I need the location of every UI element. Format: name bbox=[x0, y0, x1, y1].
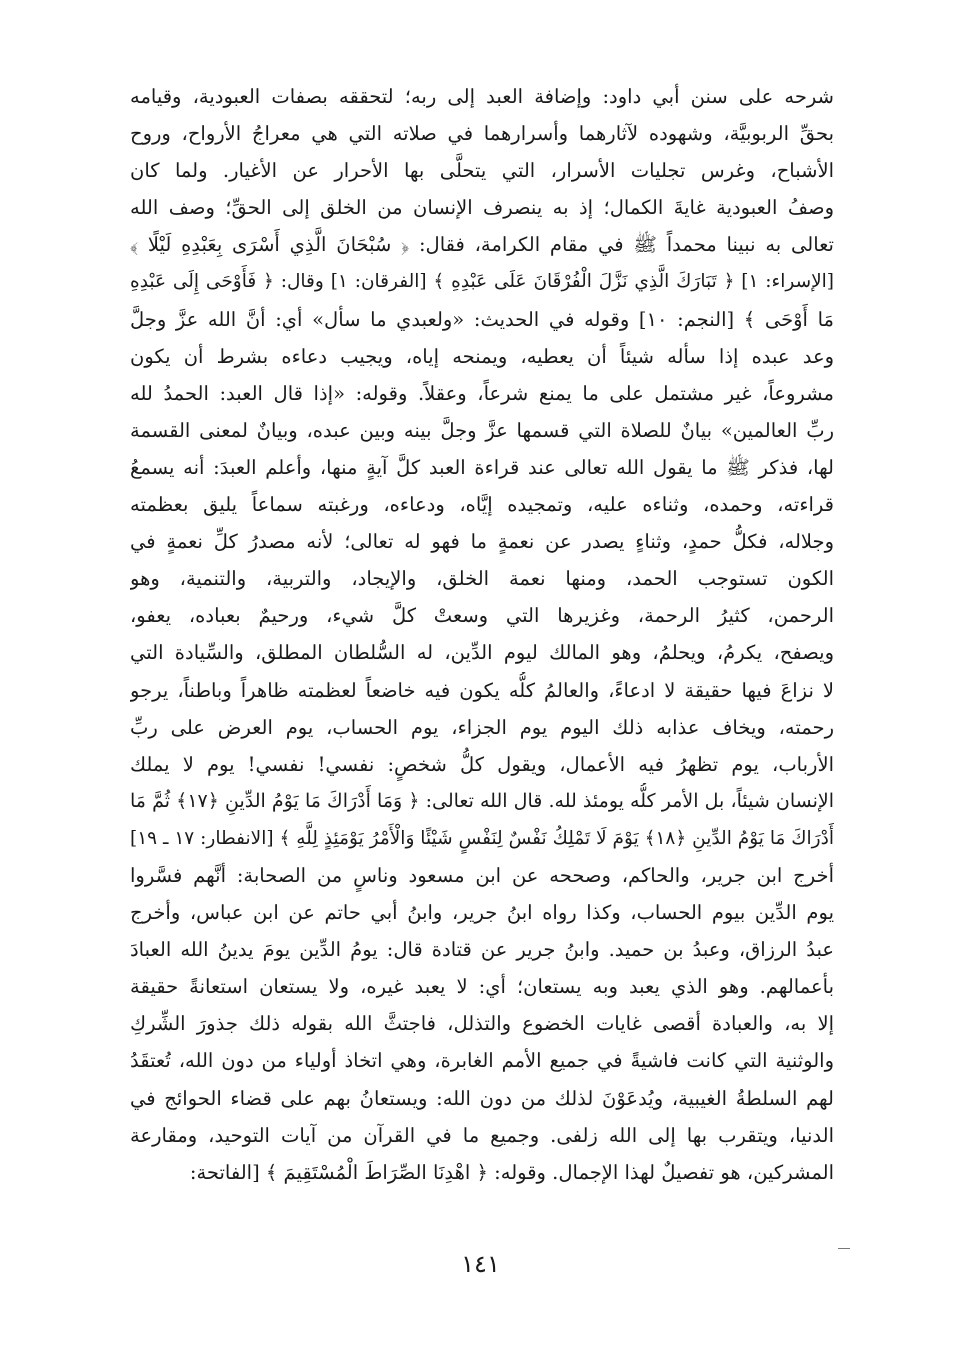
text-line: المشركين، هو تفصيلٌ لهذا الإجمال. وقوله: ﴿ اهْدِنَا الصِّرَاطَ الْمُسْتَقِيمَ ﴾ [الفاتحة: bbox=[189, 1160, 834, 1184]
text-line: يوم الدِّين بيوم الحساب، وكذا رواه ابنُ جرير، وابنُ أبي حاتم عن ابن عباس، وأخرج bbox=[130, 901, 834, 925]
page-body bbox=[130, 78, 834, 1191]
text-line: الرحمن، كثيرُ الرحمة، وغزيرها التي وسعتْ كلَّ شيء، ورحيمٌ بعباده، يعفو، bbox=[130, 604, 834, 628]
text-line: تعالى به نبينا محمداً ﷺ في مقام الكرامة، فقال: ﴿ سُبْحَانَ الَّذِي أَسْرَى بِعَبْدِهِ لَيْلًا ﴾ bbox=[130, 233, 834, 257]
text-line: الإنسان شيئاً، بل الأمر كلُّه يومئذ لله. قال الله تعالى: ﴿ وَمَا أَدْرَاكَ مَا يَوْمُ الدِّينِ ﴿١٧﴾ ثُمَّ مَا bbox=[130, 789, 834, 812]
text-line: أَدْرَاكَ مَا يَوْمُ الدِّينِ ﴿١٨﴾ يَوْمَ لَا تَمْلِكُ نَفْسٌ لِنَفْسٍ شَيْئًا وَالْأَمْرُ يَوْمَئِذٍ لِلَّهِ ﴾ [الانفطار: ١٧ ـ ١٩] bbox=[130, 827, 834, 849]
text-line: عبدُ الرزاق، وعبدُ بن حميد. وابنُ جرير عن قتادة قال: يومُ الدِّين يومَ يدينُ الله العبادَ bbox=[130, 938, 834, 962]
text-line: الأرباب، يوم تظهرُ فيه الأعمال، ويقول كلُّ شخصٍ: نفسي! نفسي! يوم لا يملك bbox=[130, 752, 834, 776]
text-line: الكون تستوجب الحمد، ومنها نعمة الخلق، والإيجاد، والتربية، والتنمية، وهو bbox=[130, 567, 834, 591]
text-line: قراءته، وحمده، وثناءه عليه، وتمجيده إيَّاه، ودعاءه، ورغبته سماعاً يليق بعظمته bbox=[130, 493, 834, 517]
text-line: الدنيا، ويتقرب بها إلى الله زلفى. وجميع ما في القرآن من آيات التوحيد، ومقارعة bbox=[130, 1123, 834, 1147]
page-corner-mark bbox=[838, 1248, 850, 1249]
text-line: شرحه على سنن أبي داود: وإضافة العبد إلى ربه؛ لتحققه بصفات العبودية، وقيامه bbox=[130, 85, 834, 108]
text-line: وجلاله، فكلُّ حمدٍ، وثناءٍ يصدر عن نعمةٍ ما فهو له تعالى؛ لأنه مصدرُ كلِّ نعمةٍ في bbox=[130, 530, 834, 554]
text-line: لهم السلطةُ الغيبية، ويُدعَوْنَ لذلك من دون الله: ويستعانُ بهم على قضاء الحوائج في bbox=[130, 1086, 834, 1110]
text-line: بحقِّ الربوبيَّة، وشهوده لآثارهما وأسرارهما في صلاته التي هي معراجُ الأرواح، وروح bbox=[130, 122, 834, 146]
page-number: ١٤١ bbox=[461, 1250, 500, 1278]
text-line: [الإسراء: ١] ﴿ تَبَارَكَ الَّذِي نَزَّلَ الْفُرْقَانَ عَلَى عَبْدِهِ ﴾ [الفرقان: ١] وقال: ﴿ فَأَوْحَى إِلَى عَبْدِهِ bbox=[130, 271, 834, 293]
text-line: الأشباح، وغرس تجليات الأسرار، التي يتحلَّى بها الأحرار عن الأغيار. ولما كان bbox=[130, 159, 834, 183]
text-line: مشروعاً، غير مشتمل على ما يمنع شرعاً، وعقلاً. وقوله: «إذا قال العبد: الحمدُ لله bbox=[130, 381, 834, 405]
text-line: لا نزاعَ فيها حقيقة لا ادعاءً، والعالمُ كلُّه يكون فيه خاضعاً لعظمته ظاهراً وباطناً، يرجو bbox=[130, 678, 834, 702]
text-line: لها، فذكر ﷺ ما يقول الله تعالى عند قراءة العبد كلَّ آيةٍ منها، وأعلم العبدَ: أنه يسمعُ bbox=[130, 455, 834, 479]
text-line: إلا به، والعبادة أقصى غايات الخضوع والتذلل، فاجتثَّ الله بقوله ذلك جذورَ الشِّركِ bbox=[130, 1012, 834, 1036]
text-line: ويصفح، يكرمُ، ويحلمُ، وهو المالك ليوم الدِّين، له السُّلطان المطلق، والسِّيادة التي bbox=[130, 641, 834, 665]
text-line: مَا أَوْحَى ﴾ [النجم: ١٠] وقوله في الحديث: «ولعبدي ما سأل» أي: أنَّ الله عزَّ وجلَّ bbox=[130, 307, 834, 331]
text-line: ربِّ العالمين» بيانٌ للصلاة التي قسمها عزَّ وجلَّ بينه وبين عبده، وبيانٌ لمعنى القسمة bbox=[130, 418, 834, 442]
text-line: والوثنية التي كانت فاشيةً في جميع الأمم الغابرة، وهي اتخاذ أولياء من دون الله، تُعتقَدُ bbox=[130, 1049, 834, 1073]
text-line: وصفُ العبودية غايةَ الكمال؛ إذ به ينصرف الإنسان من الخلق إلى الحقِّ؛ وصف الله bbox=[130, 196, 834, 220]
text-line: وعد عبده إذا سأله شيئاً أن يعطيه، ويمنحه إياه، ويجيب دعاءه بشرط أن يكون bbox=[130, 344, 834, 368]
text-line: بأعمالهم. وهو الذي يعبد وبه يستعان؛ أي: لا يعبد غيره، ولا يستعان استعانةً حقيقة bbox=[130, 975, 834, 999]
text-line: رحمته، ويخاف عذابه ذلك اليوم يوم الجزاء، يوم الحساب، يوم العرض على ربِّ bbox=[130, 715, 834, 739]
text-line: أخرج ابن جرير، والحاكم، وصححه عن ابن مسعود وناسٍ من الصحابة: أنَّهم فسَّروا bbox=[130, 863, 834, 887]
